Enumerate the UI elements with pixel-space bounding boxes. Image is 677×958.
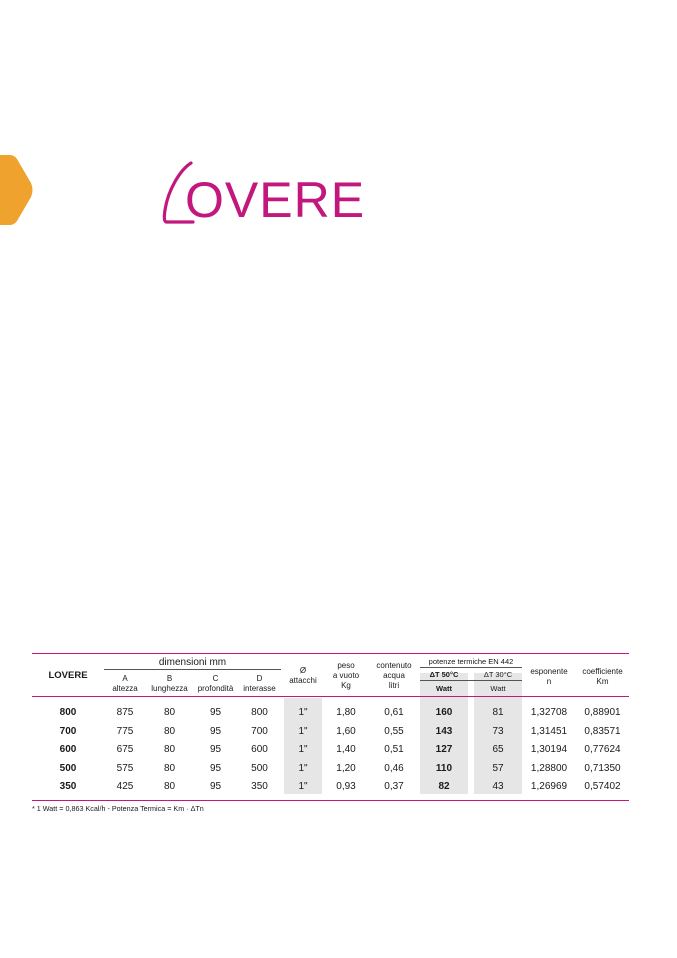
dt30-cell: 57 [492, 762, 504, 774]
model-cell: 700 [59, 725, 77, 737]
dim-d-cell: 700 [251, 725, 268, 737]
dim-a-cell: 675 [116, 744, 134, 755]
contenuto-line3: litri [388, 681, 400, 690]
peso-cell: 1,80 [336, 707, 356, 718]
dt30-cell: 73 [492, 725, 504, 737]
peso-cell: 1,60 [336, 725, 356, 737]
model-cell: 350 [59, 781, 77, 792]
peso-line1: peso [337, 661, 355, 670]
esponente-cell: 1,31451 [530, 725, 568, 737]
dim-c-letter: C [212, 674, 219, 683]
model-cell: 800 [59, 707, 77, 718]
dim-d-letter: D [256, 674, 263, 683]
km-cell: 0,77624 [584, 744, 621, 755]
km-cell: 0,57402 [584, 781, 621, 792]
acqua-cell: 0,37 [384, 781, 404, 792]
acqua-cell: 0,46 [384, 762, 404, 774]
table-top-rule [32, 653, 629, 654]
dt-underline [420, 680, 522, 681]
esponente-cell: 1,26969 [530, 781, 568, 792]
dt50-cell: 82 [438, 781, 450, 792]
coefficiente-line1: coefficiente [582, 667, 623, 676]
dim-a-cell: 425 [116, 781, 134, 792]
esponente-cell: 1,30194 [530, 744, 568, 755]
dimensions-header: dimensioni mm [158, 657, 227, 668]
table-bottom-rule [32, 800, 629, 801]
footnote: * 1 Watt = 0,863 Kcal/h - Potenza Termica = Km · ΔTn [32, 804, 204, 813]
dt30-cell: 43 [492, 781, 504, 792]
acqua-cell: 0,51 [384, 744, 404, 755]
dim-d-cell: 350 [251, 781, 268, 792]
dim-b-cell: 80 [163, 707, 176, 718]
dim-c-cell: 95 [209, 707, 222, 718]
header-bottom-rule [32, 696, 629, 697]
dim-a-letter: A [122, 674, 128, 683]
esponente-line2: n [546, 677, 552, 686]
dim-d-label: interasse [243, 684, 276, 693]
esponente-line1: esponente [530, 667, 568, 676]
dimensions-underline [104, 669, 281, 670]
km-cell: 0,83571 [584, 725, 621, 737]
peso-cell: 0,93 [336, 781, 356, 792]
dim-d-cell: 600 [251, 744, 268, 755]
km-cell: 0,88901 [584, 707, 621, 718]
model-cell: 500 [59, 762, 77, 774]
dt30-cell: 65 [492, 744, 504, 755]
attacchi-cell: 1" [298, 781, 308, 792]
dim-a-label: altezza [112, 684, 138, 693]
acqua-cell: 0,61 [384, 707, 404, 718]
model-cell: 600 [59, 744, 77, 755]
dim-c-cell: 95 [209, 725, 222, 737]
dim-c-cell: 95 [209, 762, 222, 774]
dim-c-label: profondità [197, 684, 234, 693]
dt50-label: ΔT 50°C [429, 670, 459, 679]
dim-b-letter: B [166, 674, 173, 683]
contenuto-line1: contenuto [376, 661, 412, 670]
dim-b-cell: 80 [163, 762, 176, 774]
logo-text: OVERE [185, 172, 366, 228]
peso-cell: 1,40 [336, 744, 356, 755]
dt50-cell: 160 [435, 707, 453, 718]
dim-b-label: lunghezza [151, 684, 188, 693]
model-header: LOVERE [48, 670, 88, 681]
peso-line3: Kg [341, 681, 351, 690]
dim-a-cell: 775 [116, 725, 134, 737]
dim-b-cell: 80 [163, 781, 176, 792]
dim-c-cell: 95 [209, 744, 222, 755]
lovere-logo [158, 160, 388, 230]
attacchi-label: attacchi [289, 676, 317, 685]
attacchi-cell: 1" [298, 744, 308, 755]
attacchi-cell: 1" [298, 725, 308, 737]
dt30-cell: 81 [492, 707, 504, 718]
potenze-header: potenze termiche EN 442 [428, 657, 514, 666]
km-cell: 0,71350 [584, 762, 621, 774]
dim-a-cell: 575 [116, 762, 134, 774]
dt50-cell: 110 [435, 762, 453, 774]
contenuto-line2: acqua [383, 671, 405, 680]
potenze-underline [420, 667, 522, 668]
attacchi-symbol: Ø [299, 666, 307, 675]
dt50-cell: 127 [435, 744, 453, 755]
dim-d-cell: 800 [251, 707, 268, 718]
dt50-unit: Watt [436, 684, 452, 693]
dim-d-cell: 500 [251, 762, 268, 774]
peso-cell: 1,20 [336, 762, 356, 774]
dt30-unit: Watt [490, 684, 506, 693]
attacchi-cell: 1" [298, 707, 308, 718]
dt30-label: ΔT 30°C [483, 670, 513, 679]
dt50-cell: 143 [435, 725, 453, 737]
peso-line2: a vuoto [332, 671, 360, 680]
acqua-cell: 0,55 [384, 725, 404, 737]
coefficiente-line2: Km [596, 677, 609, 686]
dim-b-cell: 80 [163, 725, 176, 737]
esponente-cell: 1,28800 [530, 762, 568, 774]
esponente-cell: 1,32708 [530, 707, 568, 718]
section-tab-marker [0, 155, 34, 225]
dim-a-cell: 875 [116, 707, 134, 718]
attacchi-cell: 1" [298, 762, 308, 774]
dim-c-cell: 95 [209, 781, 222, 792]
dim-b-cell: 80 [163, 744, 176, 755]
